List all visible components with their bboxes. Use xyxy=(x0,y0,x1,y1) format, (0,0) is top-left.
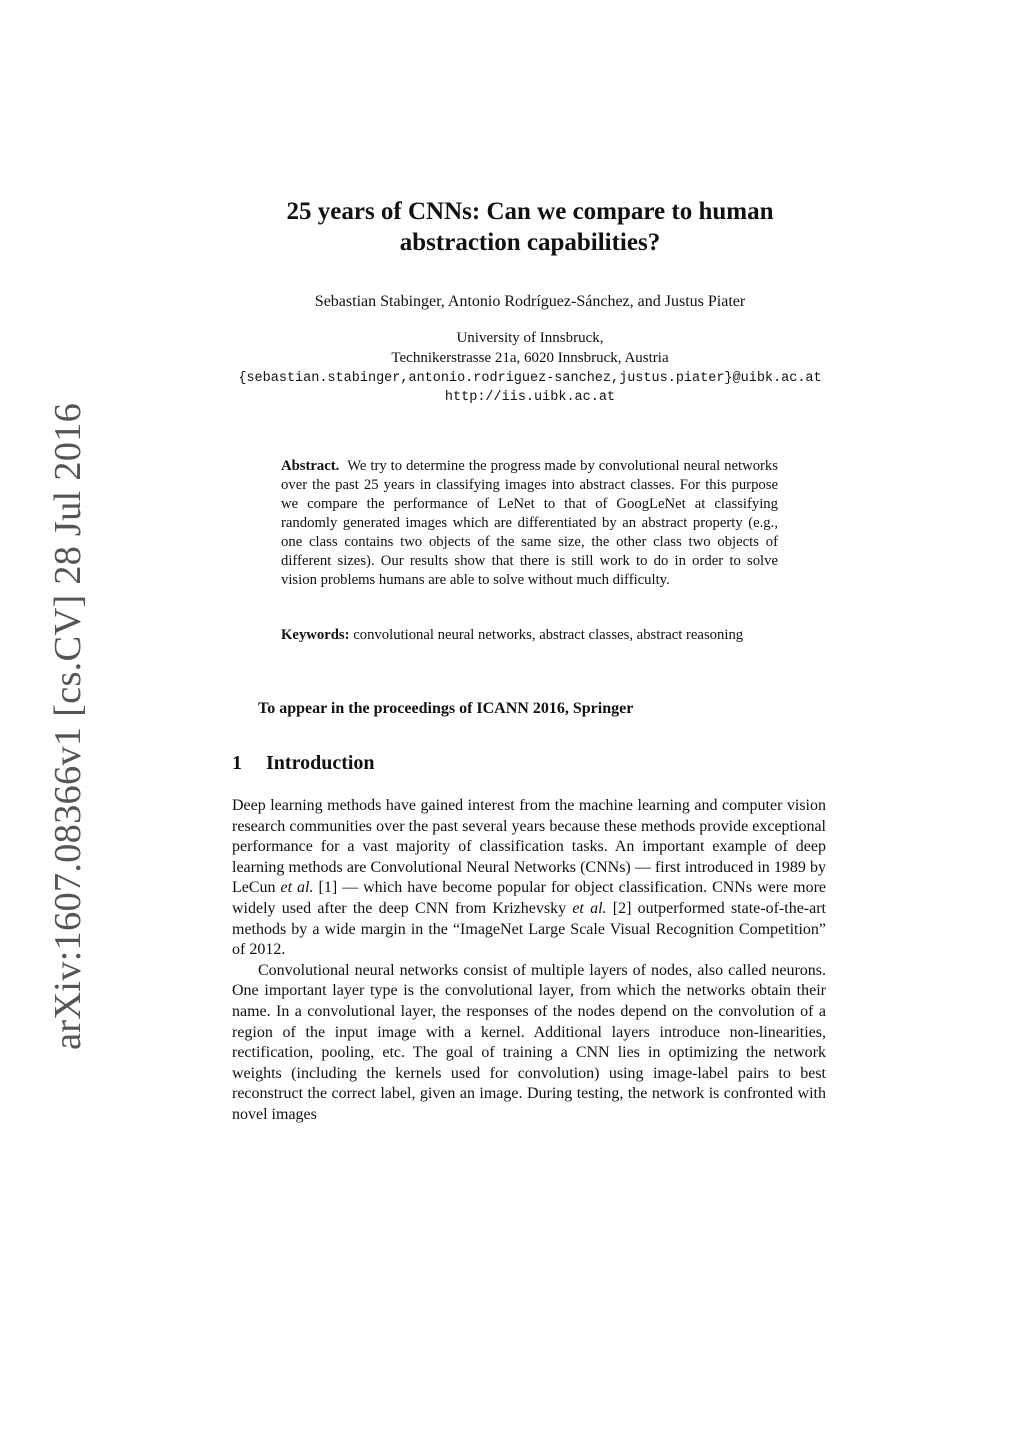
abstract-text: We try to determine the progress made by convolutional neural networks over the past 25 years in classifying images into abstract classes. For this purpose we compare the performance of LeNet to that of GoogLeNet at classifying randomly generated images which are differentiated by an abstract property (e.g., one class contains two objects of the same size, the other class two objects of different sizes). Our results show that there is still work to do in order to solve vision problems humans are able to solve without much difficulty. xyxy=(281,458,778,588)
title-line-2: abstraction capabilities? xyxy=(399,229,661,256)
section-title: Introduction xyxy=(266,752,375,774)
publication-notice: To appear in the proceedings of ICANN 2016, Springer xyxy=(258,700,634,717)
institute-url[interactable]: http://iis.uibk.ac.at xyxy=(444,390,616,405)
section-number: 1 xyxy=(232,752,242,774)
et-al-italic: et al. xyxy=(572,899,607,917)
paragraph-1-part-b: [1] — which have become popular for object classification. CNNs were more widely used after the deep CNN from Krizhevsky xyxy=(232,879,827,917)
title-line-1: 25 years of CNNs: Can we compare to human xyxy=(286,198,774,225)
section-heading xyxy=(232,752,375,775)
paragraph-2: Convolutional neural networks consist of multiple layers of nodes, also called neurons. One important layer type is the convolutional layer, from which the networks obtain their name. In a convolutional layer, the responses of the nodes depend on the convolution of a region of the input image with a kernel. Additional layers introduce non-linearities, rectification, pooling, etc. The goal of training a CNN lies in optimizing the network weights (including the kernels used for convolution) using image-label pairs to best reconstruct the correct label, given an image. During testing, the network is confronted with novel images xyxy=(232,961,826,1123)
paragraph-1-part-c: [2] outperformed state-of-the-art methods by a wide margin in the “ImageNet Large Scale Visual Recognition Competition” of 2012. xyxy=(232,899,826,959)
abstract-block xyxy=(281,457,778,590)
paragraph-1 xyxy=(232,796,826,961)
keywords-text: convolutional neural networks, abstract classes, abstract reasoning xyxy=(353,627,744,643)
paragraph-1-part-a: Deep learning methods have gained interest from the machine learning and computer vision research communities over the past several years because these methods provide exceptional performance for a vast majority of classification tasks. An important example of deep learning methods are Convolutional Neural Networks (CNNs) — first introduced in 1989 by LeCun xyxy=(232,797,826,897)
section-body xyxy=(232,796,826,1126)
abstract-label: Abstract. xyxy=(281,458,340,474)
author-list: Sebastian Stabinger, Antonio Rodríguez-Sánchez, and Justus Piater xyxy=(314,293,746,310)
author-emails[interactable]: {sebastian.stabinger,antonio.rodriguez-sanchez,justus.piater}@uibk.ac.at xyxy=(238,371,822,386)
keywords-block xyxy=(281,626,778,645)
arxiv-identifier[interactable]: arXiv:1607.08366v1 [cs.CV] 28 Jul 2016 xyxy=(47,402,89,1050)
affiliation-university: University of Innsbruck, xyxy=(456,330,604,346)
et-al-italic: et al. xyxy=(280,879,314,897)
paper-title xyxy=(150,196,910,258)
affiliation-address: Technikerstrasse 21a, 6020 Innsbruck, Austria xyxy=(391,350,669,366)
keywords-label: Keywords: xyxy=(281,627,350,643)
